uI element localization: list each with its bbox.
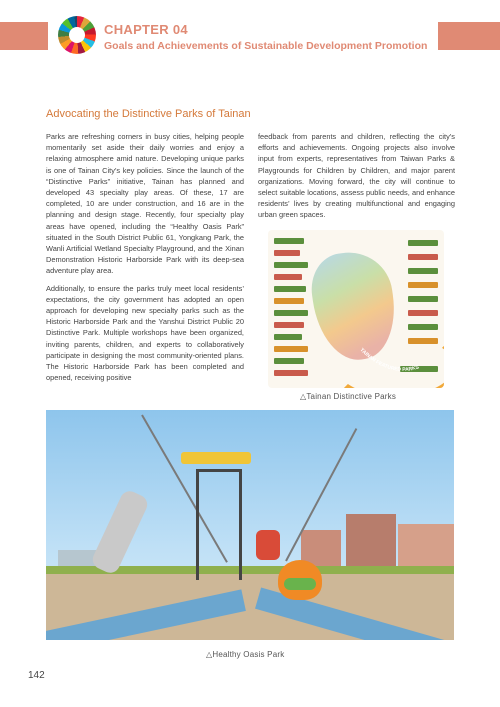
building: [346, 514, 396, 570]
map-park-label: [274, 238, 304, 244]
map-park-label: [274, 298, 304, 304]
map-park-label: [274, 370, 308, 376]
map-park-label: [274, 310, 308, 316]
map-park-label: [274, 346, 308, 352]
map-park-label: [408, 296, 438, 302]
healthy-oasis-park-photo: [46, 410, 454, 640]
swing-seat: [284, 578, 316, 590]
map-park-label: [408, 254, 438, 260]
spiral-slide: [256, 530, 280, 560]
sdg-wheel-icon: [58, 16, 96, 54]
map-park-label: [408, 282, 438, 288]
map-park-label: [274, 358, 304, 364]
tube-slide: [90, 488, 151, 576]
header-accent-band-right: [438, 22, 500, 50]
map-park-label: [408, 240, 438, 246]
map-park-label: [274, 334, 302, 340]
map-park-label: [408, 324, 438, 330]
chapter-label: CHAPTER 04: [104, 22, 188, 37]
play-tower: [196, 469, 242, 580]
map-arc-label: TAINAN FEATURED PARKS: [358, 347, 420, 373]
map-arc-text: [356, 342, 438, 384]
body-column-right: [258, 131, 455, 227]
tainan-parks-map: [268, 230, 444, 388]
body-column-left: [46, 131, 244, 389]
map-park-label: [408, 310, 438, 316]
map-park-label: [274, 274, 302, 280]
photo-caption: △Healthy Oasis Park: [206, 650, 285, 659]
body-paragraph: Additionally, to ensure the parks truly meet local residents’ expectations, the city government has adopted an open approach for developing new specialty parks such as the Historic Harborside Park and the Yanshui District Public 20 Distinctive Park. Multiple workshops have been organized, inviting parents, children, and experts to collaboratively participate in designing the most community-oriented plans. The Historic Harborside Park has been completed and opened, receiving positive: [46, 283, 244, 383]
chapter-title: Goals and Achievements of Sustainable Development Promotion: [104, 40, 428, 52]
body-paragraph: feedback from parents and children, reflecting the city’s efforts and achievements. Ongoing projects also involve input from experts, representatives from Taiwan Parks & Playgrounds for Children by Children, and major parent organizations. Moving forward, the city will continue to select suitable locations, assess public needs, and enhance residents’ lives by creating multifunctional and engaging urban green spaces.: [258, 132, 455, 220]
header-accent-band-left: [0, 22, 48, 50]
map-caption: △Tainan Distinctive Parks: [300, 392, 397, 401]
map-park-label: [274, 322, 304, 328]
page-number: 142: [28, 670, 45, 681]
body-paragraph: Parks are refreshing corners in busy cities, helping people momentarily set aside their daily worries and enjoy a relaxing atmosphere amid nature. Developing unique parks is one of Tainan City’s key policies. Since the launch of the “Distinctive Parks” initiative, Tainan has planned and developed 43 specialty play areas. Of these, 17 are completed, 10 are under construction, and 16 are in the planning and design stage. Recently, four specialty play areas have opened, including the “Healthy Oasis Park” situated in the South District Public 61, Yongkang Park, the Wanli Artificial Wetland Specialty Playground, and the Xinan Demonstration Historic Harborside Park with its deep-sea adventure play area.: [46, 132, 244, 276]
map-park-label: [408, 268, 438, 274]
building: [398, 524, 454, 570]
map-park-label: [274, 286, 306, 292]
map-park-label: [274, 262, 308, 268]
map-park-label: [274, 250, 300, 256]
play-tower-roof: [181, 452, 251, 464]
svg-text:TAINAN FEATURED PARKS: [359, 347, 421, 373]
section-heading: Advocating the Distinctive Parks of Tainan: [46, 108, 251, 120]
